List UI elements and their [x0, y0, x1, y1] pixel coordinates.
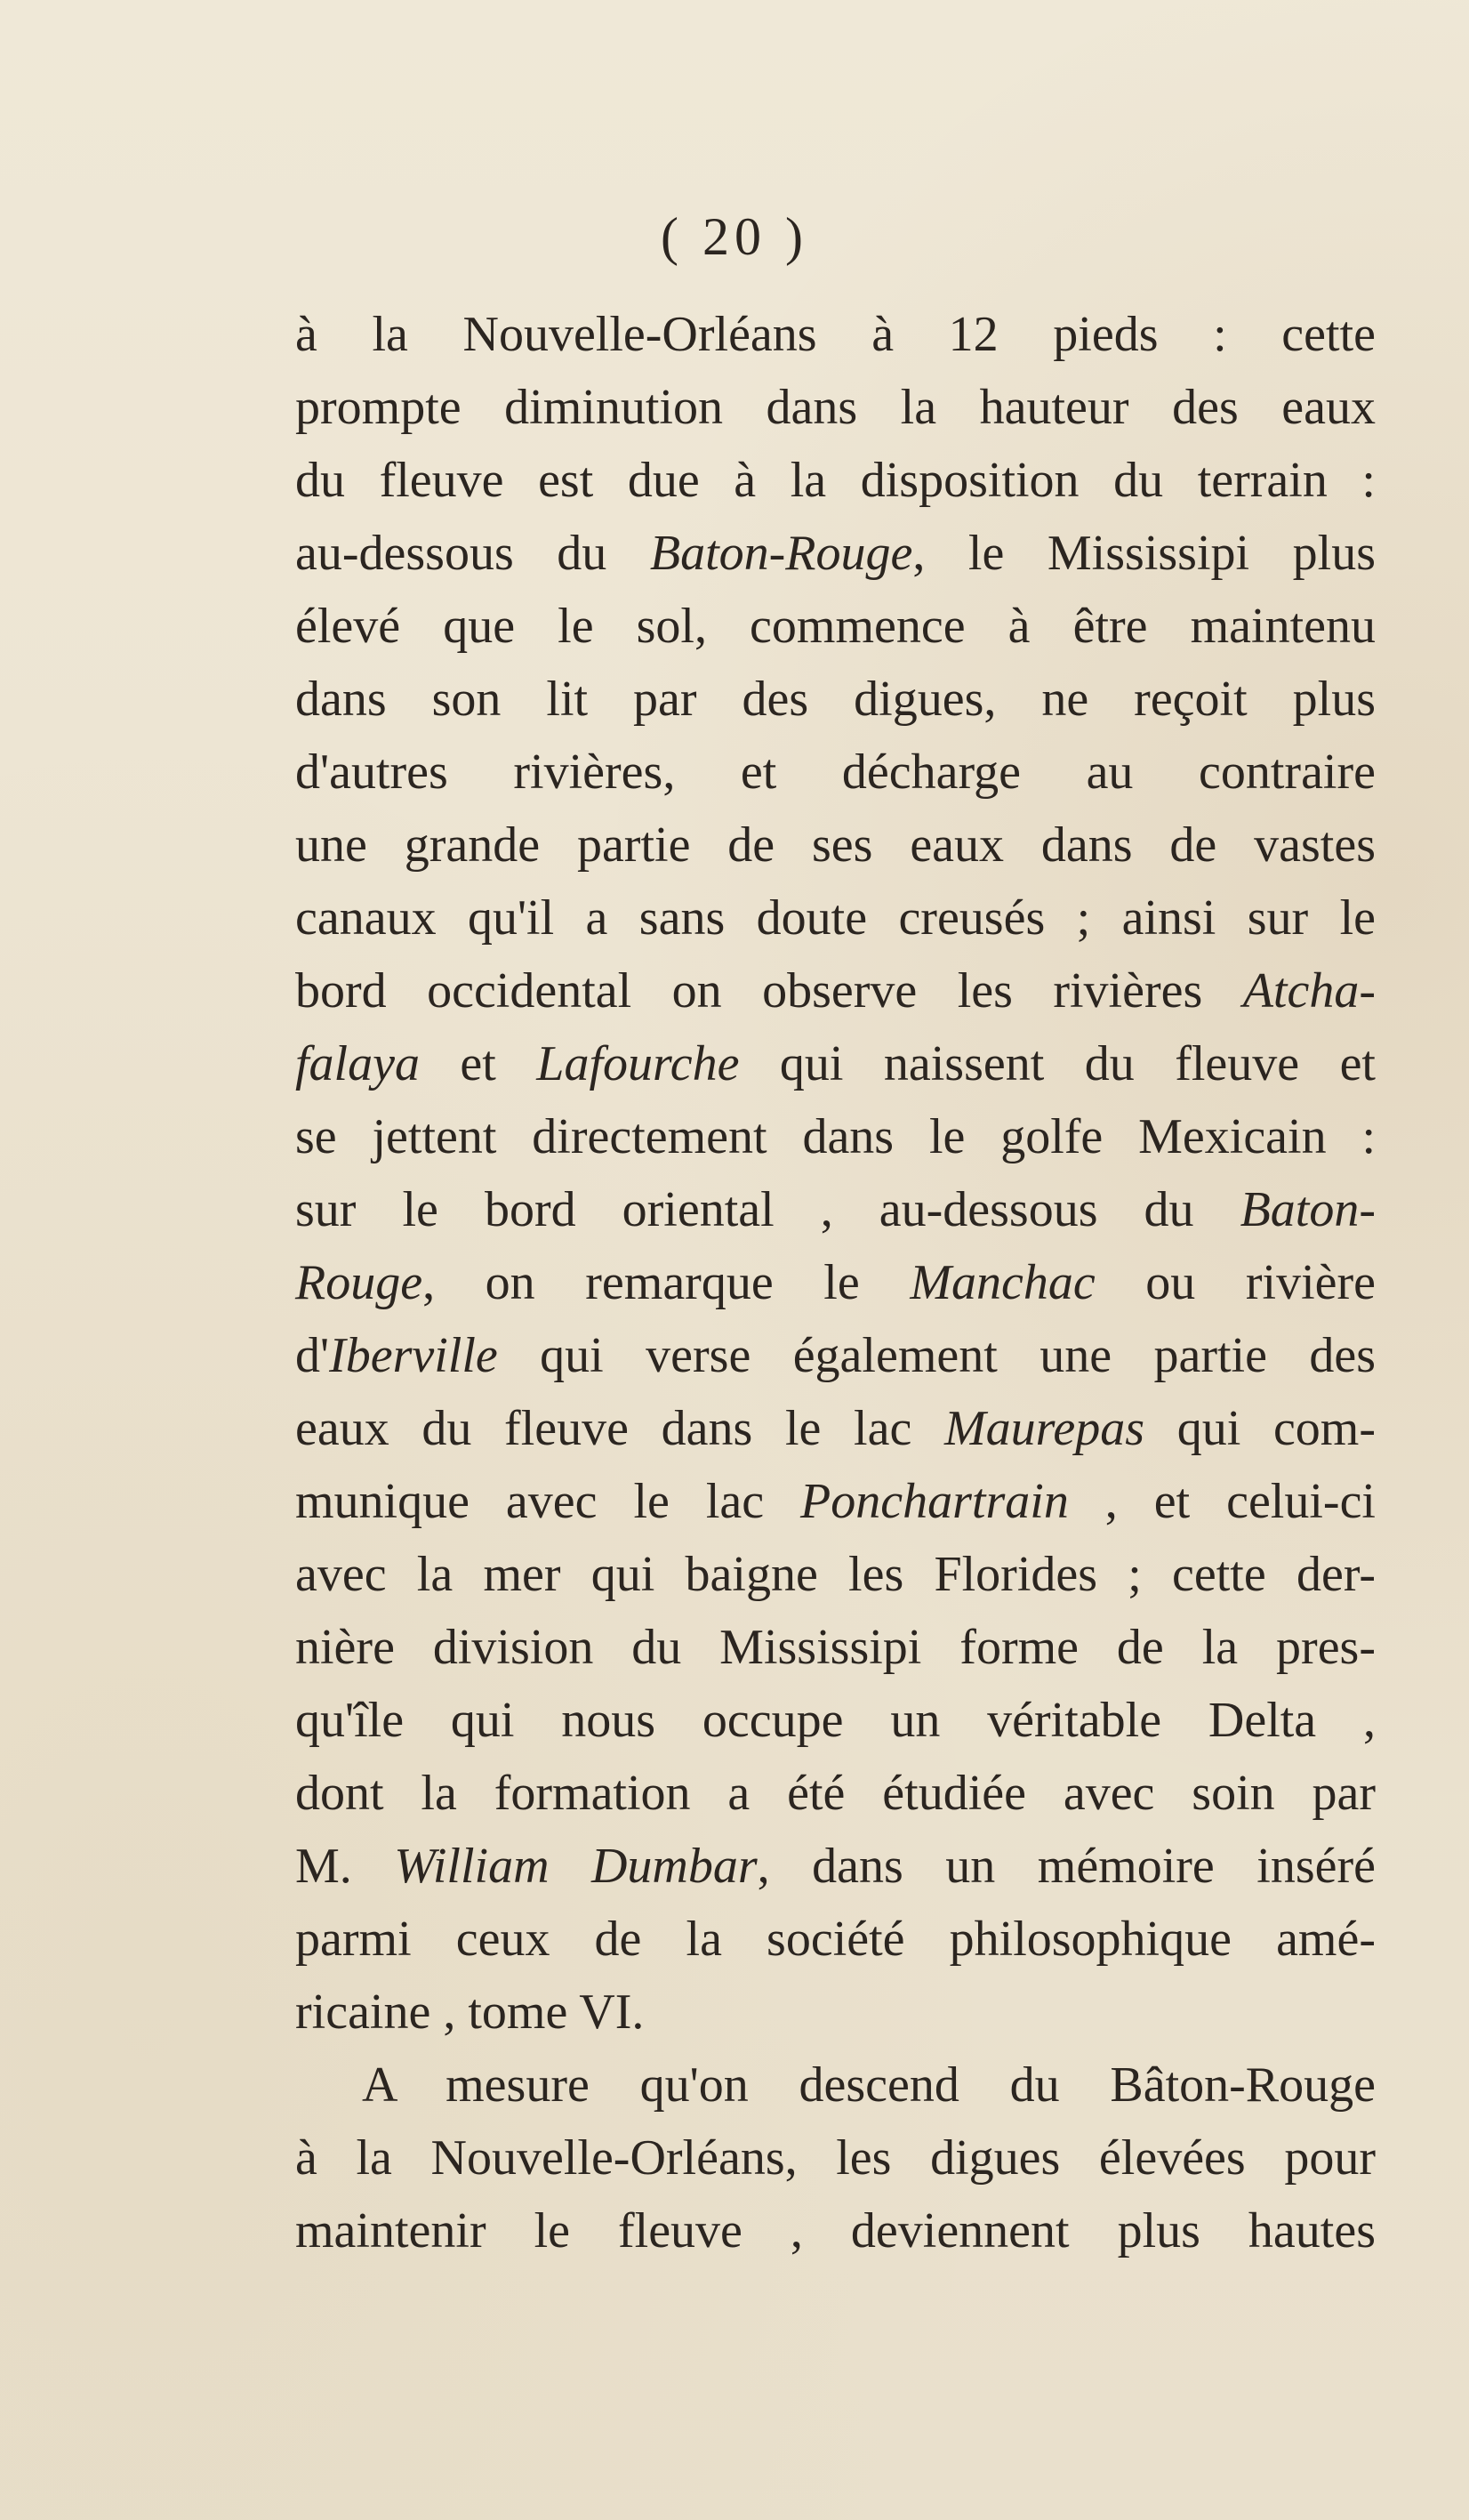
text-span: , le Mississipi plus [912, 526, 1376, 581]
text-span: se jettent directement dans le golfe Mexicain : [295, 1109, 1376, 1164]
text-line [295, 517, 1376, 590]
text-line [295, 1100, 1376, 1173]
text-line [295, 371, 1376, 444]
text-span: eaux du fleuve dans le lac [295, 1401, 945, 1456]
text-span: élevé que le sol, commence à être maintenu [295, 599, 1376, 654]
text-span: A mesure qu'on descend du Bâton-Rouge [362, 2057, 1376, 2113]
italic-text: William Dumbar [394, 1839, 758, 1894]
text-span: , on remarque le [422, 1255, 911, 1310]
text-line [295, 298, 1376, 371]
text-span: dans son lit par des digues, ne reçoit plus [295, 672, 1376, 727]
text-span: dont la formation a été étudiée avec soin par [295, 1766, 1376, 1821]
text-span: avec la mer qui baigne les Florides ; cette der- [295, 1547, 1376, 1602]
text-line [295, 1392, 1376, 1465]
text-span: une grande partie de ses eaux dans de vastes [295, 817, 1376, 873]
text-span: qui naissent du fleuve et [739, 1036, 1376, 1091]
text-span: au-dessous du [295, 526, 650, 581]
text-line [295, 444, 1376, 517]
text-line [295, 1684, 1376, 1757]
text-span: prompte diminution dans la hauteur des eaux [295, 380, 1376, 435]
text-line [295, 1611, 1376, 1684]
text-line [295, 1538, 1376, 1611]
page-number: ( 20 ) [661, 207, 808, 266]
text-span: d' [295, 1328, 330, 1383]
italic-text: falaya [295, 1036, 420, 1091]
text-span: sur le bord oriental , au-dessous du [295, 1182, 1240, 1237]
text-span: et [419, 1036, 537, 1091]
text-span: bord occidental on observe les rivières [295, 963, 1243, 1018]
text-line [295, 1903, 1376, 1976]
text-span: nière division du Mississipi forme de la pres- [295, 1620, 1376, 1675]
text-span: ou rivière [1095, 1255, 1376, 1310]
italic-text: Baton- [1240, 1182, 1376, 1237]
text-line [295, 2121, 1376, 2194]
text-line [295, 809, 1376, 882]
text-line [295, 2049, 1376, 2121]
text-line [295, 590, 1376, 663]
text-line [295, 1757, 1376, 1830]
text-span: maintenir le fleuve , deviennent plus hautes [295, 2203, 1376, 2258]
italic-text: Atcha- [1242, 963, 1376, 1018]
italic-text: Baton-Rouge [649, 526, 913, 581]
text-line [295, 663, 1376, 736]
text-span: parmi ceux de la société philosophique amé- [295, 1912, 1376, 1967]
text-line [295, 954, 1376, 1027]
body-text [295, 298, 1376, 2267]
text-span: ricaine , tome VI. [295, 1985, 645, 2040]
text-line [295, 1246, 1376, 1319]
text-line [295, 1173, 1376, 1246]
text-line [295, 1465, 1376, 1538]
text-span: du fleuve est due à la disposition du terrain : [295, 453, 1376, 508]
text-span: à la Nouvelle-Orléans à 12 pieds : cette [295, 307, 1376, 362]
italic-text: Maurepas [944, 1401, 1145, 1456]
text-span: d'autres rivières, et décharge au contraire [295, 745, 1376, 800]
text-span: munique avec le lac [295, 1474, 801, 1529]
text-span: à la Nouvelle-Orléans, les digues élevées pour [295, 2130, 1376, 2186]
text-line [295, 1830, 1376, 1903]
text-line [295, 1027, 1376, 1100]
italic-text: Iberville [329, 1328, 498, 1383]
text-span: qu'île qui nous occupe un véritable Delta , [295, 1693, 1376, 1748]
italic-text: Lafourche [536, 1036, 740, 1091]
italic-text: Manchac [910, 1255, 1096, 1310]
text-span: , dans un mémoire inséré [757, 1839, 1376, 1894]
text-span: M. [295, 1839, 395, 1894]
text-line [295, 1976, 1376, 2049]
text-span: , et celui-ci [1068, 1474, 1376, 1529]
text-line [295, 736, 1376, 809]
italic-text: Ponchartrain [800, 1474, 1069, 1529]
text-span: canaux qu'il a sans doute creusés ; ainsi sur le [295, 890, 1376, 946]
text-line [295, 1319, 1376, 1392]
text-line [295, 882, 1376, 954]
text-span: qui verse également une partie des [497, 1328, 1376, 1383]
italic-text: Rouge [295, 1255, 423, 1310]
text-line [295, 2194, 1376, 2267]
text-span: qui com- [1144, 1401, 1376, 1456]
